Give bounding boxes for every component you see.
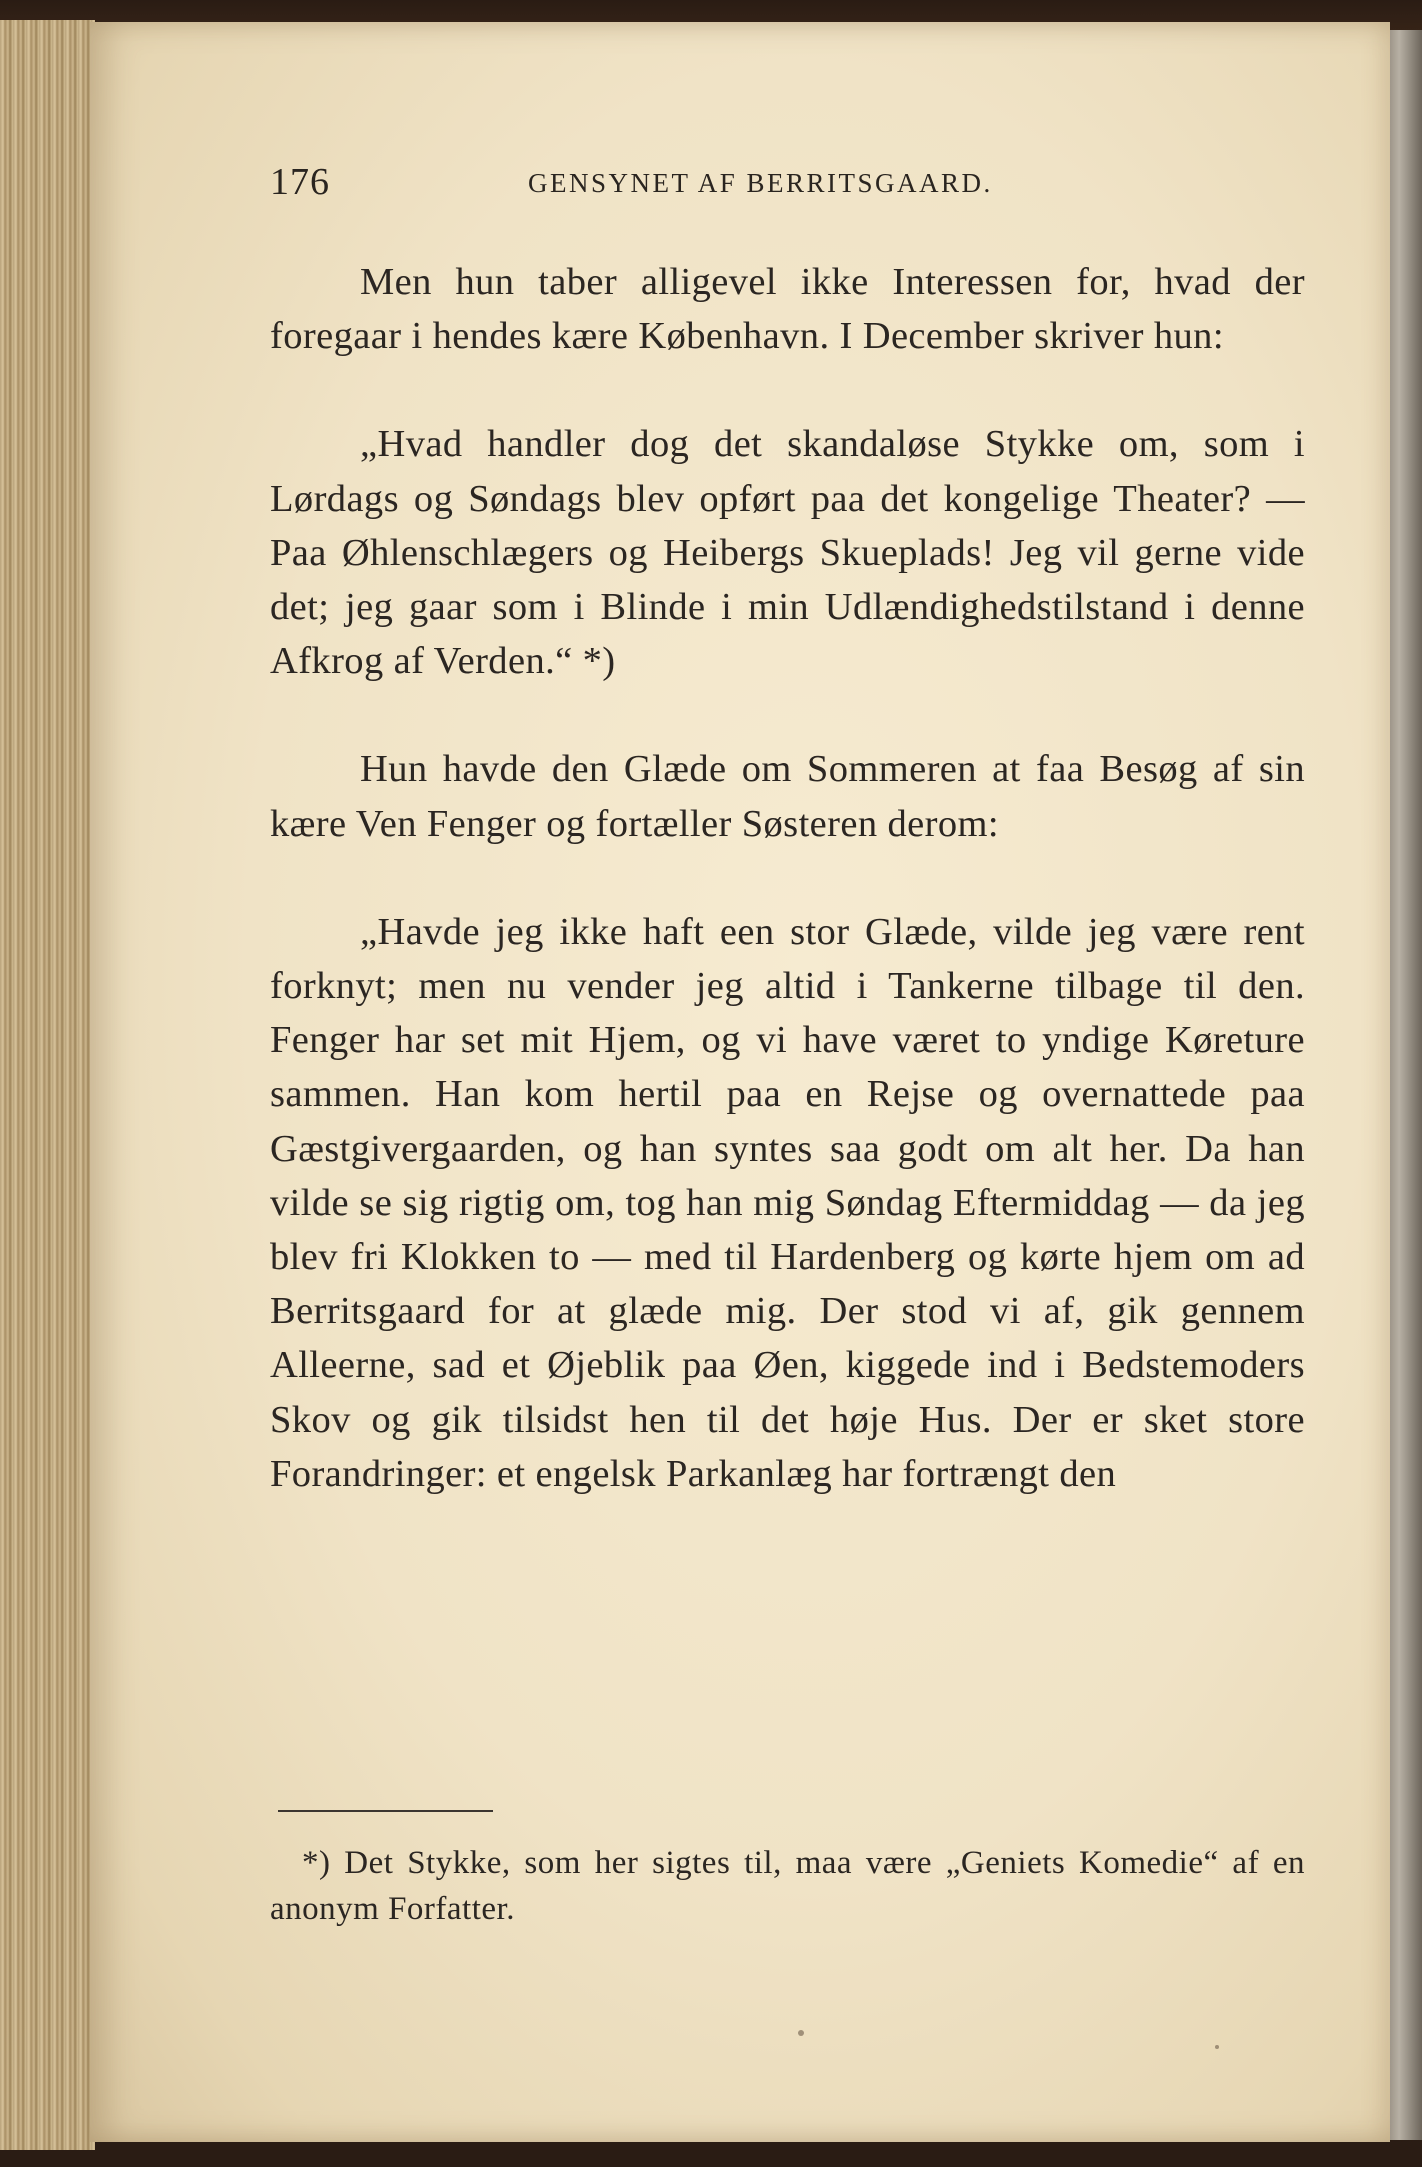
paragraph-1: Men hun taber alligevel ikke Interessen for, hvad der foregaar i hendes kære København. I December skriver hun: (270, 261, 1305, 358)
paper-speck (1215, 2045, 1219, 2049)
paragraph-3: Hun havde den Glæde om Sommeren at faa Besøg af sin kære Ven Fenger og fortæller Søsteren derom: (270, 748, 1305, 845)
paragraph-2-quote: „Hvad handler dog det skandaløse Stykke om, som i Lørdags og Søndags blev opført paa det kongelige Theater? — Paa Øhlenschlægers og Heibergs Skueplads! Jeg vil gerne vide det; jeg gaar som i Blinde i min Udlændighedstilstand i denne Afkrog af Verden.“ *) (270, 423, 1305, 683)
page-header (270, 160, 1305, 210)
page-edges (0, 20, 95, 2150)
page-number: 176 (270, 161, 330, 203)
body-text (270, 255, 1305, 1501)
paper-speck (798, 2030, 804, 2036)
footnote: *) Det Stykke, som her sigtes til, maa være „Geniets Komedie“ af en anonym Forfatter. (270, 1845, 1305, 1927)
running-head: GENSYNET AF BERRITSGAARD. (528, 168, 993, 198)
footnote-divider (278, 1810, 493, 1812)
paragraph-4-quote: „Havde jeg ikke haft een stor Glæde, vilde jeg være rent forknyt; men nu vender jeg altid i Tankerne tilbage til den. Fenger har set mit Hjem, og vi have været to yndige Køreture sammen. Han kom hertil paa en Rejse og overnattede paa Gæstgivergaarden, og han syntes saa godt om alt her. Da han vilde se sig rigtig om, tog han mig Søndag Eftermiddag — da jeg blev fri Klokken to — med til Hardenberg og kørte hjem om ad Berritsgaard for at glæde mig. Der stod vi af, gik gennem Alleerne, sad et Øjeblik paa Øen, kiggede ind i Bedstemoders Skov og gik tilsidst hen til det høje Hus. Der er sket store Forandringer: et engelsk Parkanlæg har fortrængt den (270, 910, 1305, 1495)
